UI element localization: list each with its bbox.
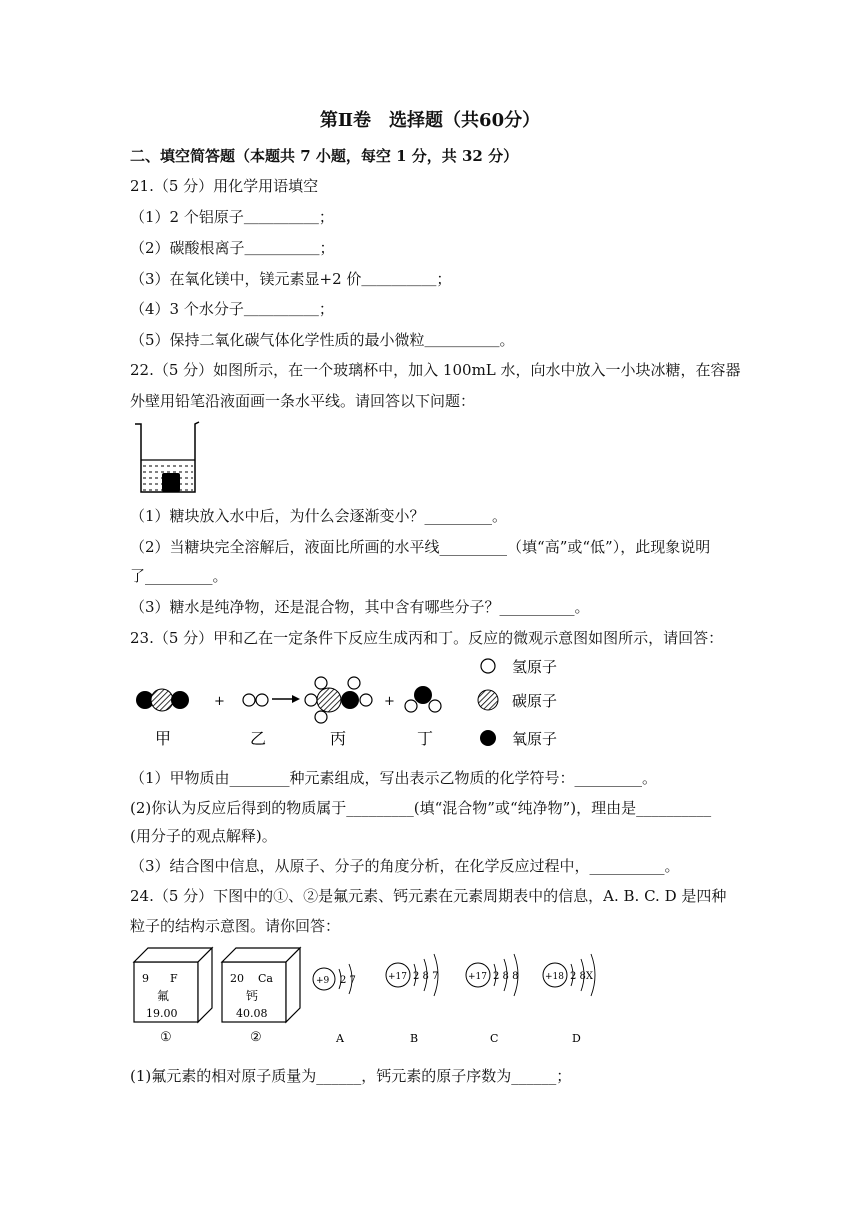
particle-b <box>386 954 438 1045</box>
particle-c-electrons: 2 8 8 <box>493 971 519 982</box>
q24-stem-line2: 粒子的结构示意图。请你回答： <box>130 917 341 935</box>
particle-a-label: A <box>336 1032 344 1045</box>
q24-stem-line1: 24.（5 分）下图中的①、②是氟元素、钙元素在元素周期表中的信息，A. B. C. D 是四种 <box>130 887 727 905</box>
calcium-number: 20 <box>230 972 244 985</box>
page-title: 第Ⅱ卷 选择题（共60分） <box>319 110 541 131</box>
q23-item-2: (2)你认为反应后得到的物质属于_________(填“混合物”或“纯净物”)，理由是__________ <box>130 799 712 817</box>
q23-item-1: （1）甲物质由________种元素组成，写出表示乙物质的化学符号：_________。 <box>130 769 658 787</box>
q23-item-2-cont: (用分子的观点解释)。 <box>130 827 277 845</box>
q23-item-3: （3）结合图中信息，从原子、分子的角度分析，在化学反应过程中，__________。 <box>130 857 680 875</box>
fluorine-tag: ① <box>160 1030 172 1045</box>
particle-d-electrons: 2 8X <box>570 971 594 982</box>
q21-item-3: （3）在氧化镁中，镁元素显+2 价＿＿＿＿＿； <box>130 270 452 288</box>
legend-hydrogen: 氢原子 <box>512 658 558 676</box>
q21-stem: 21.（5 分）用化学用语填空 <box>130 177 319 195</box>
q22-item-3: （3）糖水是纯净物，还是混合物，其中含有哪些分子？__________。 <box>130 598 590 616</box>
label-ding: 丁 <box>417 729 434 748</box>
particle-c-nucleus: +17 <box>468 972 487 982</box>
q21-item-2: （2）碳酸根离子＿＿＿＿＿； <box>130 239 335 257</box>
beaker-icon <box>135 422 199 492</box>
section-heading: 二、填空简答题（本题共 7 小题，每空 1 分，共 32 分） <box>130 147 519 165</box>
q22-item-2-cont: 了_________。 <box>130 567 228 585</box>
particle-a-electrons: 2 7 <box>340 975 356 986</box>
particle-c <box>466 954 518 1045</box>
particle-d <box>543 954 595 1045</box>
particle-b-electrons: 2 8 7 <box>413 971 439 982</box>
q21-item-5: （5）保持二氧化碳气体化学性质的最小微粒＿＿＿＿＿。 <box>130 331 515 349</box>
plus-sign-2: + <box>384 694 395 709</box>
element-card-fluorine <box>134 948 212 1045</box>
beaker-figure <box>133 420 203 496</box>
q21-item-4: （4）3 个水分子＿＿＿＿＿； <box>130 300 334 318</box>
q21-item-1: （1）2 个铝原子＿＿＿＿＿； <box>130 208 334 226</box>
reaction-diagram <box>130 655 730 755</box>
calcium-mass: 40.08 <box>236 1007 268 1020</box>
fluorine-name: 氟 <box>157 989 170 1003</box>
molecule-ding <box>405 686 441 712</box>
label-bing: 丙 <box>330 729 347 748</box>
particle-a-nucleus: +9 <box>316 976 330 986</box>
q22-item-1: （1）糖块放入水中后，为什么会逐渐变小？_________。 <box>130 507 508 525</box>
plus-sign-1: + <box>214 694 225 709</box>
oxygen-legend-icon <box>480 730 496 746</box>
fluorine-number: 9 <box>142 972 149 985</box>
reaction-arrow <box>272 695 300 703</box>
hydrogen-legend-icon <box>481 659 495 673</box>
label-jia: 甲 <box>155 729 172 748</box>
q22-stem-line2: 外壁用铅笔沿液面画一条水平线。请回答以下问题： <box>130 392 476 410</box>
molecule-yi <box>243 694 268 706</box>
particle-b-nucleus: +17 <box>388 972 407 982</box>
particle-c-label: C <box>490 1032 499 1045</box>
q24-item-1: (1)氟元素的相对原子质量为______，钙元素的原子序数为______； <box>130 1067 572 1085</box>
particle-d-nucleus: +18 <box>545 972 564 982</box>
calcium-name: 钙 <box>246 989 259 1003</box>
q22-item-2: （2）当糖块完全溶解后，液面比所画的水平线_________（填“高”或“低”），此现象说明 <box>130 538 711 556</box>
carbon-legend-icon <box>478 690 498 710</box>
molecule-jia <box>136 689 189 711</box>
particle-d-label: D <box>572 1032 581 1045</box>
element-and-particle-figure <box>128 942 608 1050</box>
particle-b-label: B <box>410 1032 419 1045</box>
fluorine-symbol: F <box>170 972 178 985</box>
calcium-symbol: Ca <box>258 972 273 985</box>
q22-stem-line1: 22.（5 分）如图所示，在一个玻璃杯中，加入 100mL 水，向水中放入一小块冰糖，在容器 <box>130 361 741 379</box>
q23-stem: 23.（5 分）甲和乙在一定条件下反应生成丙和丁。反应的微观示意图如图所示，请回答： <box>130 629 724 647</box>
sugar-cube <box>162 473 180 492</box>
calcium-tag: ② <box>250 1030 262 1045</box>
particle-a <box>313 964 356 1045</box>
legend-oxygen: 氧原子 <box>512 730 558 748</box>
legend-carbon: 碳原子 <box>512 692 558 710</box>
legend <box>478 658 557 748</box>
element-card-calcium <box>222 948 300 1045</box>
label-yi: 乙 <box>250 729 267 748</box>
fluorine-mass: 19.00 <box>146 1007 178 1020</box>
molecule-bing <box>305 677 372 723</box>
